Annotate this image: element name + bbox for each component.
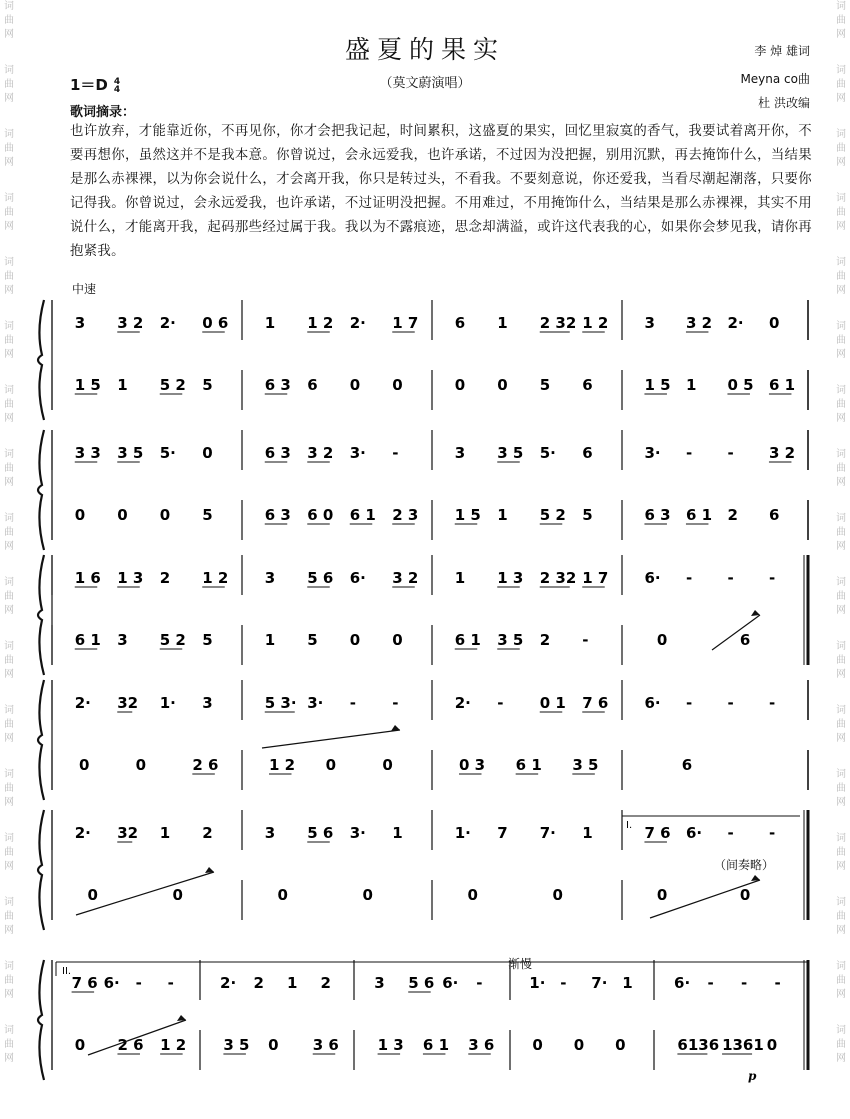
melody-note: - (497, 694, 504, 712)
melody-note: 7· (539, 824, 556, 842)
arrow-head (205, 867, 214, 873)
melody-note: 1 3 (117, 569, 144, 587)
melody-note: 2· (454, 694, 471, 712)
arrow-head (751, 610, 760, 616)
bass-note: 0 (532, 1036, 543, 1054)
melody-note: 6 (454, 314, 466, 332)
melody-note: 7 6 (582, 694, 609, 712)
melody-note: 1 (392, 824, 403, 842)
bass-note: 3 (117, 631, 128, 649)
melody-note: 2· (159, 314, 176, 332)
bass-note: 6 (739, 631, 751, 649)
melody-note: 3 2 (685, 314, 713, 332)
melody-note: 2 (320, 974, 331, 992)
bass-note: 2 6 (192, 756, 219, 774)
melody-note: 1 (582, 824, 593, 842)
system-brace (38, 300, 44, 420)
bass-note: 1 (264, 631, 276, 649)
melody-note: 1· (454, 824, 471, 842)
bass-note: 6 1 (454, 631, 481, 649)
melody-note: 3· (349, 824, 366, 842)
melody-note: - (727, 444, 734, 462)
melody-note: 6· (644, 694, 661, 712)
bass-note: 1 3 (377, 1036, 404, 1054)
melody-note: - (392, 694, 399, 712)
bass-note: 1 2 (160, 1036, 187, 1054)
melody-note: 1 2 (307, 314, 334, 332)
singer-credit: （莫文蔚演唱） (379, 76, 471, 91)
bass-note: 3 6 (468, 1036, 495, 1054)
melody-note: 3 (74, 314, 86, 332)
melody-note: - (476, 974, 483, 992)
melody-note: 5 6 (408, 974, 435, 992)
melody-note: 1 7 (582, 569, 609, 587)
bass-note: 1 5 (74, 376, 101, 394)
bass-note: 0 (739, 886, 751, 904)
bass-note: 6136 (677, 1036, 720, 1054)
bass-note: 1 2 (269, 756, 296, 774)
key-signature: 1＝D 4 4 (70, 76, 121, 95)
system-brace (38, 430, 44, 550)
melody-note: 3 5 (117, 444, 144, 462)
melody-note: 1 (159, 824, 171, 842)
bass-note: 0 (172, 886, 183, 904)
bass-note: 5 (582, 506, 593, 524)
system-brace (38, 810, 44, 930)
bass-note: 6 1 (422, 1036, 450, 1054)
bass-note: 5 2 (159, 631, 186, 649)
bass-note: 0 (277, 886, 288, 904)
bass-note: 0 (552, 886, 563, 904)
melody-note: 2· (220, 974, 237, 992)
melody-note: 2 32 (539, 569, 577, 587)
bass-note: 2 (539, 631, 551, 649)
melody-note: - (707, 974, 714, 992)
continuation-arrow (712, 615, 760, 650)
bass-note: 3 5 (572, 756, 599, 774)
melody-note: 1 2 (202, 569, 229, 587)
continuation-arrow (262, 730, 400, 748)
bass-note: 2 6 (117, 1036, 144, 1054)
ritardando-marking: 渐慢 (508, 957, 533, 971)
bass-note: 0 (159, 506, 171, 524)
melody-note: - (560, 974, 567, 992)
lyrics-label: 歌词摘录： (70, 105, 136, 120)
melody-note: 6· (349, 569, 366, 587)
bass-note: 6 (768, 506, 780, 524)
melody-note: 3· (307, 694, 324, 712)
melody-note: - (727, 694, 734, 712)
melody-note: 5· (539, 444, 556, 462)
bass-note: 3 6 (312, 1036, 339, 1054)
melody-note: 1· (529, 974, 546, 992)
bass-note: 0 (392, 631, 403, 649)
bass-note: 0 (392, 376, 403, 394)
melody-note: 2· (74, 694, 91, 712)
bass-note: 1 (117, 376, 128, 394)
bass-note: 6 3 (264, 506, 291, 524)
melody-note: 2· (74, 824, 91, 842)
melody-note: 2· (727, 314, 744, 332)
arrow-head (391, 725, 400, 731)
bass-note: 5 (202, 631, 213, 649)
bass-note: 6 (307, 376, 318, 394)
melody-note: 3 (644, 314, 655, 332)
bass-note: 3 5 (223, 1036, 250, 1054)
melody-note: 1 (454, 569, 466, 587)
bass-note: 6 1 (515, 756, 542, 774)
melody-note: 1 (497, 314, 508, 332)
bass-note: 0 (766, 1036, 778, 1054)
bass-note: 0 (74, 506, 86, 524)
melody-note: 0 (202, 444, 213, 462)
bass-note: 0 (74, 1036, 86, 1054)
melody-note: 3 2 (392, 569, 419, 587)
melody-note: - (768, 694, 776, 712)
bass-note: 6 (681, 756, 693, 774)
bass-note: 6 0 (307, 506, 334, 524)
melody-note: 7 (497, 824, 508, 842)
melody-note: - (135, 974, 142, 992)
bass-note: 0 (497, 376, 508, 394)
bass-note: 0 3 (459, 756, 486, 774)
melody-note: - (349, 694, 356, 712)
melody-note: 5 6 (307, 569, 334, 587)
bass-note: 0 (656, 886, 668, 904)
melody-note: 5· (159, 444, 176, 462)
melody-note: 3 (264, 824, 276, 842)
bass-note: 1 5 (644, 376, 671, 394)
melody-note: 0 6 (202, 314, 229, 332)
melody-note: 2 (159, 569, 171, 587)
bass-note: 0 (268, 1036, 279, 1054)
system-brace (38, 680, 44, 800)
melody-note: - (685, 694, 693, 712)
melody-note: 6· (674, 974, 691, 992)
bass-note: 0 (454, 376, 466, 394)
melody-note: 5 6 (307, 824, 334, 842)
volta-label-1: I. (626, 820, 633, 831)
melody-note: - (685, 569, 693, 587)
bass-note: 6 1 (74, 631, 101, 649)
bass-note: 0 (135, 756, 147, 774)
melody-note: 1 (622, 974, 633, 992)
melody-note: - (768, 569, 776, 587)
bass-note: 1 5 (454, 506, 481, 524)
melody-note: - (392, 444, 399, 462)
melody-note: 3 2 (768, 444, 796, 462)
melody-note: 3 3 (74, 444, 101, 462)
melody-note: 5 3· (264, 694, 297, 712)
bass-note: 1 (685, 376, 697, 394)
system-brace (38, 555, 44, 675)
melody-note: 2· (349, 314, 366, 332)
lyrics-text: 也许放弃，才能靠近你，不再见你，你才会把我记起，时间累积，这盛夏的果实，回忆里寂寞的香气，我要试着离开你，不要再想你，虽然这并不是我本意。你曾说过，会永远爱我，也许承诺，不过因为没把握，别用沉默，再去掩饰什么，当结果是那么赤裸裸，以为你会说什么，才会离开我，你只是转过头，不看我。不要刻意说，你还爱我，当看尽潮起潮落，只要你记得我。你曾说过，会永远爱我，也许承诺，不过证明没把握。不用难过，不用掩饰什么，当结果是那么赤裸裸，其实不用说什么，才能离开我，起码那些经过属于我。我以为不露痕迹，思念却满溢，或许这代表我的心，如果你会梦见我，请你再抱紧我。 (70, 124, 812, 259)
bass-note: 0 (615, 1036, 626, 1054)
watermark-left: 词曲网 词曲网 词曲网 词曲网 词曲网 词曲网 词曲网 词曲网 词曲网 词曲网 词曲网 词曲网 词曲网 词曲网 词曲网 词曲网 词曲网 (4, 1, 14, 1064)
melody-note: 32 (117, 824, 139, 842)
lyricist-credit: 李 焯 雄词 (754, 44, 810, 58)
melody-note: 6· (644, 569, 661, 587)
melody-note: 6· (103, 974, 120, 992)
bass-note: 1 (497, 506, 508, 524)
bass-note: 0 (573, 1036, 585, 1054)
melody-note: 1 6 (74, 569, 101, 587)
arranger-credit: 杜 洪改编 (758, 96, 810, 110)
melody-note: 0 1 (539, 694, 566, 712)
melody-note: 6 3 (264, 444, 291, 462)
bass-note: 6 3 (264, 376, 291, 394)
bass-note: 2 3 (392, 506, 419, 524)
bass-note: 0 (656, 631, 668, 649)
melody-note: - (774, 974, 781, 992)
bass-note: 0 5 (727, 376, 754, 394)
melody-note: - (167, 974, 174, 992)
bass-note: 5 (202, 376, 213, 394)
melody-note: 2 (253, 974, 264, 992)
bass-note: 0 (79, 756, 90, 774)
bass-note: 6 1 (685, 506, 713, 524)
melody-note: - (727, 824, 734, 842)
bass-note: - (582, 631, 589, 649)
bass-note: 6 3 (644, 506, 671, 524)
tempo-marking: 中速 (72, 282, 97, 296)
bass-note: 3 5 (497, 631, 524, 649)
melody-note: - (685, 444, 693, 462)
interlude-note: （间奏略） (714, 858, 775, 872)
melody-note: 3 2 (307, 444, 334, 462)
bass-note: 5 (307, 631, 318, 649)
melody-note: 3 2 (117, 314, 144, 332)
melody-note: 1 (287, 974, 298, 992)
melody-note: 1 2 (582, 314, 609, 332)
composer-credit: Meyna co曲 (740, 72, 810, 86)
song-title: 盛夏的果实 (344, 35, 505, 64)
bass-note: 6 1 (768, 376, 796, 394)
melody-note: 6· (685, 824, 703, 842)
melody-note: 1 7 (392, 314, 419, 332)
bass-note: 6 1 (349, 506, 376, 524)
melody-note: - (741, 974, 748, 992)
bass-note: 1361 (722, 1036, 764, 1054)
bass-note: 5 (202, 506, 213, 524)
melody-note: 3· (644, 444, 661, 462)
melody-note: 6· (442, 974, 459, 992)
melody-note: - (768, 824, 776, 842)
melody-note: 3 (374, 974, 385, 992)
melody-note: 2 32 (539, 314, 577, 332)
dynamic-marking: p (748, 1069, 757, 1083)
melody-note: 0 (768, 314, 780, 332)
melody-note: 1· (159, 694, 176, 712)
melody-note: 3 (264, 569, 276, 587)
melody-note: 2 (202, 824, 213, 842)
melody-note: 1 (264, 314, 276, 332)
bass-note: 0 (87, 886, 98, 904)
melody-note: 7 6 (644, 824, 671, 842)
arrow-head (177, 1015, 186, 1021)
bass-note: 5 (539, 376, 551, 394)
bass-note: 6 (582, 376, 593, 394)
melody-note: 3· (349, 444, 366, 462)
bass-note: 0 (382, 756, 393, 774)
bass-note: 2 (727, 506, 738, 524)
arrow-head (751, 875, 760, 881)
melody-note: 1 3 (497, 569, 524, 587)
melody-note: - (727, 569, 734, 587)
melody-note: 3 (454, 444, 466, 462)
bass-note: 0 (325, 756, 337, 774)
melody-note: 3 5 (497, 444, 524, 462)
bass-note: 5 2 (539, 506, 566, 524)
system-brace (38, 960, 44, 1080)
melody-note: 3 (202, 694, 213, 712)
bass-note: 0 (349, 631, 361, 649)
bass-note: 0 (117, 506, 128, 524)
bass-note: 0 (349, 376, 361, 394)
melody-note: 32 (117, 694, 139, 712)
bass-note: 0 (467, 886, 478, 904)
melody-note: 6 (582, 444, 593, 462)
bass-note: 0 (362, 886, 373, 904)
volta-label-2: II. (62, 966, 72, 977)
time-signature: 4 4 (113, 76, 121, 95)
melody-note: 7 6 (71, 974, 98, 992)
watermark-right: 词曲网 词曲网 词曲网 词曲网 词曲网 词曲网 词曲网 词曲网 词曲网 词曲网 词曲网 词曲网 词曲网 词曲网 词曲网 词曲网 词曲网 (836, 1, 846, 1064)
bass-note: 5 2 (159, 376, 186, 394)
melody-note: 7· (591, 974, 608, 992)
